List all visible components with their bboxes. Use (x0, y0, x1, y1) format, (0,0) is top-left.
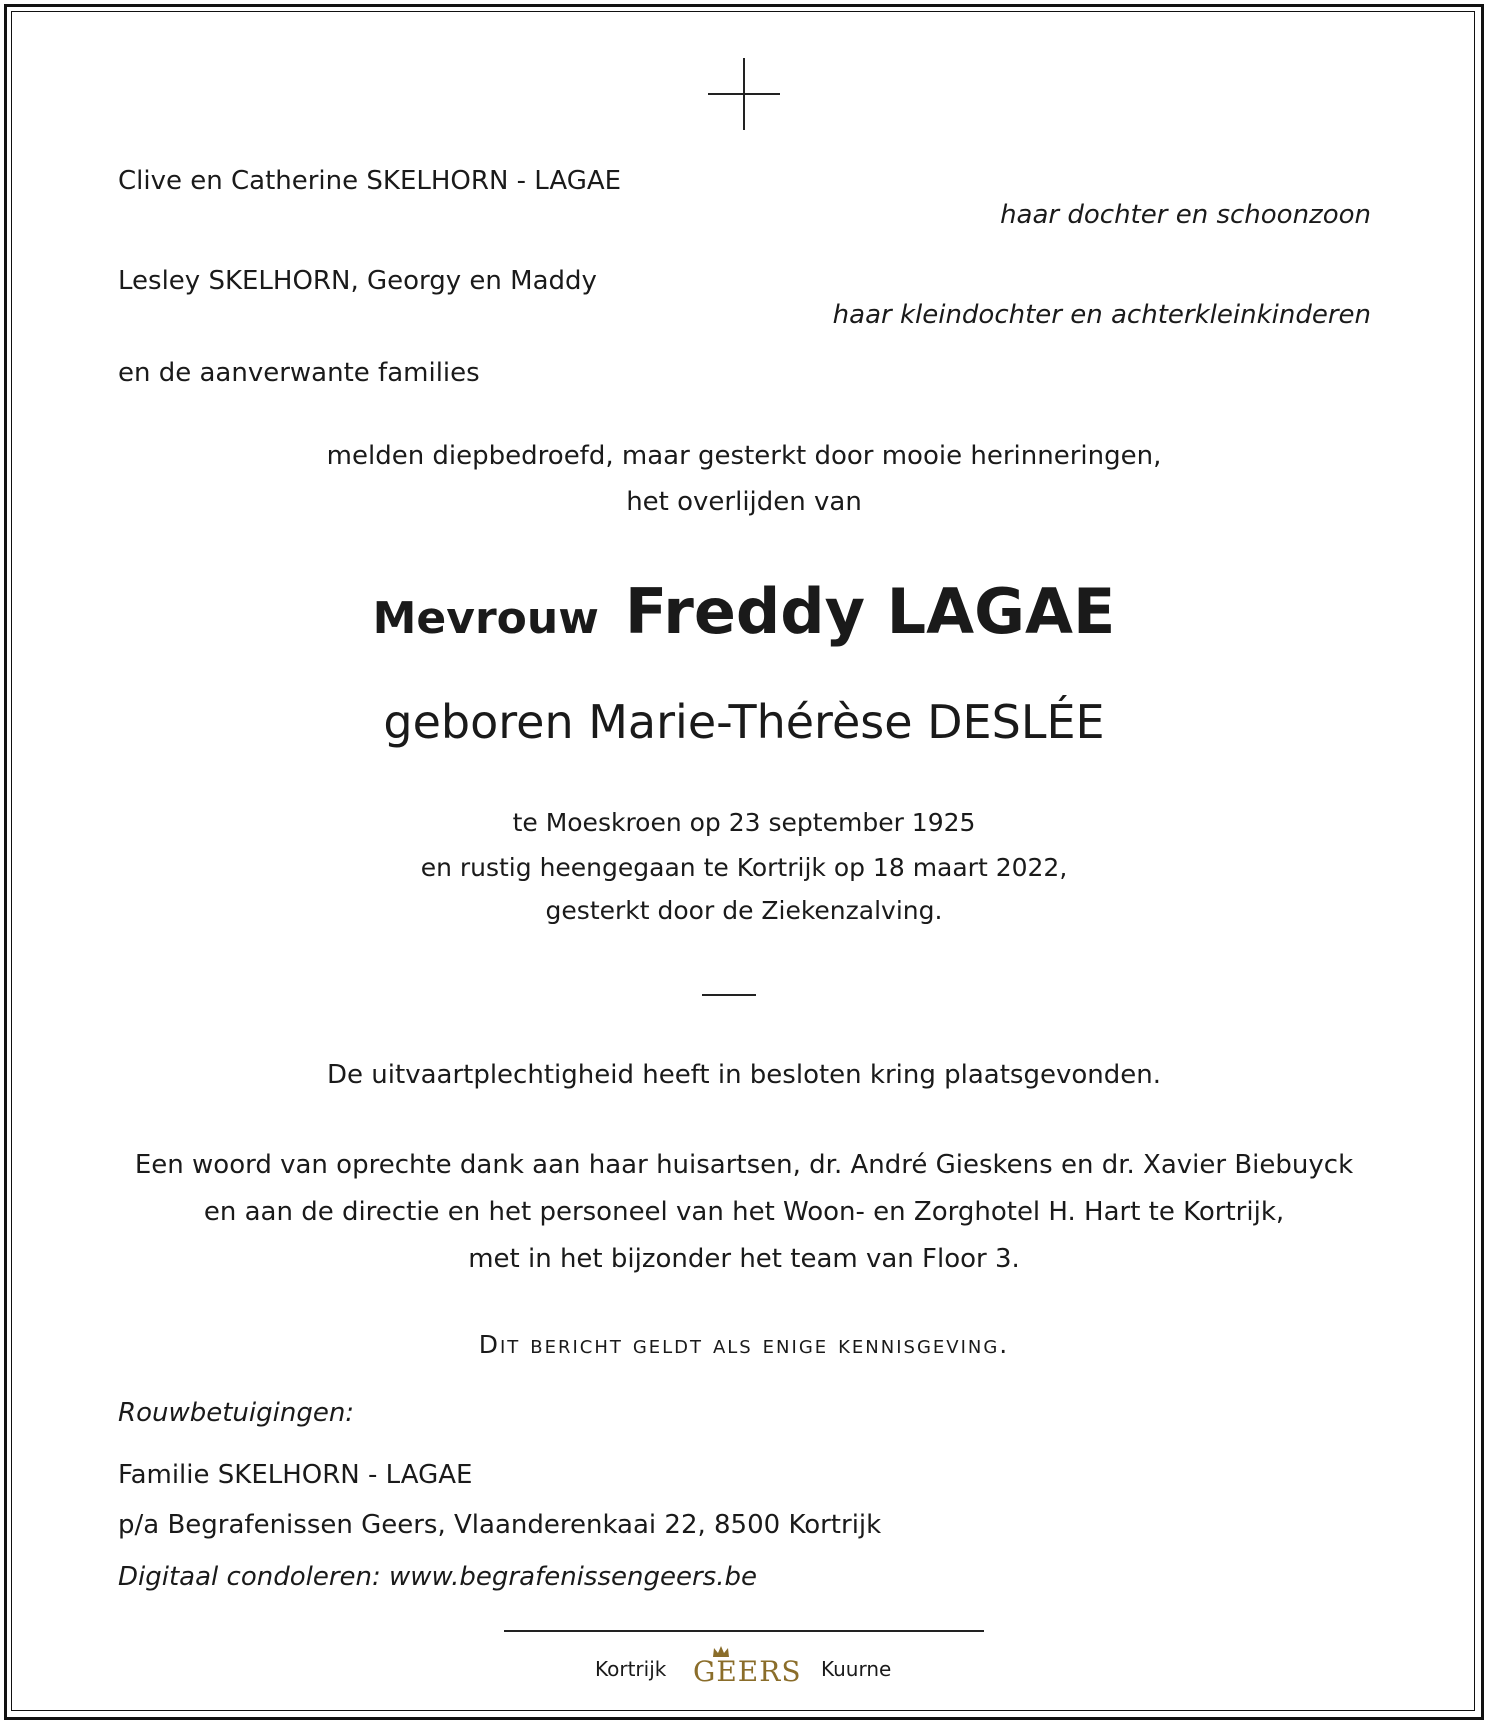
footer-city-right: Kuurne (821, 1657, 892, 1681)
announcement-line-2: het overlijden van (626, 487, 862, 517)
family-relation-2: haar kleindochter en achterkleinkinderen (832, 300, 1371, 330)
dates-line-3: gesterkt door de Ziekenzalving. (545, 896, 943, 925)
thanks-line-3: met in het bijzonder het team van Floor 3. (468, 1244, 1020, 1274)
dates-line-1: te Moeskroen op 23 september 1925 (512, 808, 976, 837)
family-names-3: en de aanverwante families (118, 358, 480, 388)
condolences-address: p/a Begrafenissen Geers, Vlaanderenkaai 22, 8500 Kortrijk (118, 1510, 882, 1540)
cross-icon (708, 58, 780, 130)
thanks-line-1: Een woord van oprechte dank aan haar huisartsen, dr. André Gieskens en dr. Xavier Biebuyck (134, 1150, 1354, 1180)
dates-line-2: en rustig heengegaan te Kortrijk op 18 maart 2022, (420, 853, 1068, 882)
divider (702, 994, 756, 996)
deceased-name: Freddy LAGAE (624, 575, 1116, 648)
footer-rule (504, 1630, 984, 1632)
notice-text: Dit bericht geldt als enige kennisgeving. (478, 1330, 1010, 1359)
condolences-name: Familie SKELHORN - LAGAE (118, 1460, 473, 1490)
deceased-title (0, 575, 1488, 648)
geers-logo: GEERS (693, 1655, 802, 1688)
condolences-label: Rouwbetuigingen: (118, 1398, 355, 1428)
family-names-2: Lesley SKELHORN, Georgy en Maddy (118, 266, 597, 296)
footer-city-left: Kortrijk (595, 1657, 667, 1681)
deceased-birth-name: geboren Marie-Thérèse DESLÉE (383, 695, 1105, 749)
family-names-1: Clive en Catherine SKELHORN - LAGAE (118, 166, 622, 196)
thanks-line-2: en aan de directie en het personeel van het Woon- en Zorghotel H. Hart te Kortrijk, (203, 1197, 1285, 1227)
deceased-prefix: Mevrouw (372, 593, 599, 644)
funeral-text: De uitvaartplechtigheid heeft in besloten kring plaatsgevonden. (327, 1060, 1161, 1090)
family-relation-1: haar dochter en schoonzoon (1000, 200, 1371, 230)
announcement-line-1: melden diepbedroefd, maar gesterkt door mooie herinneringen, (326, 441, 1162, 471)
condolences-website[interactable]: Digitaal condoleren: www.begrafenissengeers.be (118, 1562, 757, 1592)
